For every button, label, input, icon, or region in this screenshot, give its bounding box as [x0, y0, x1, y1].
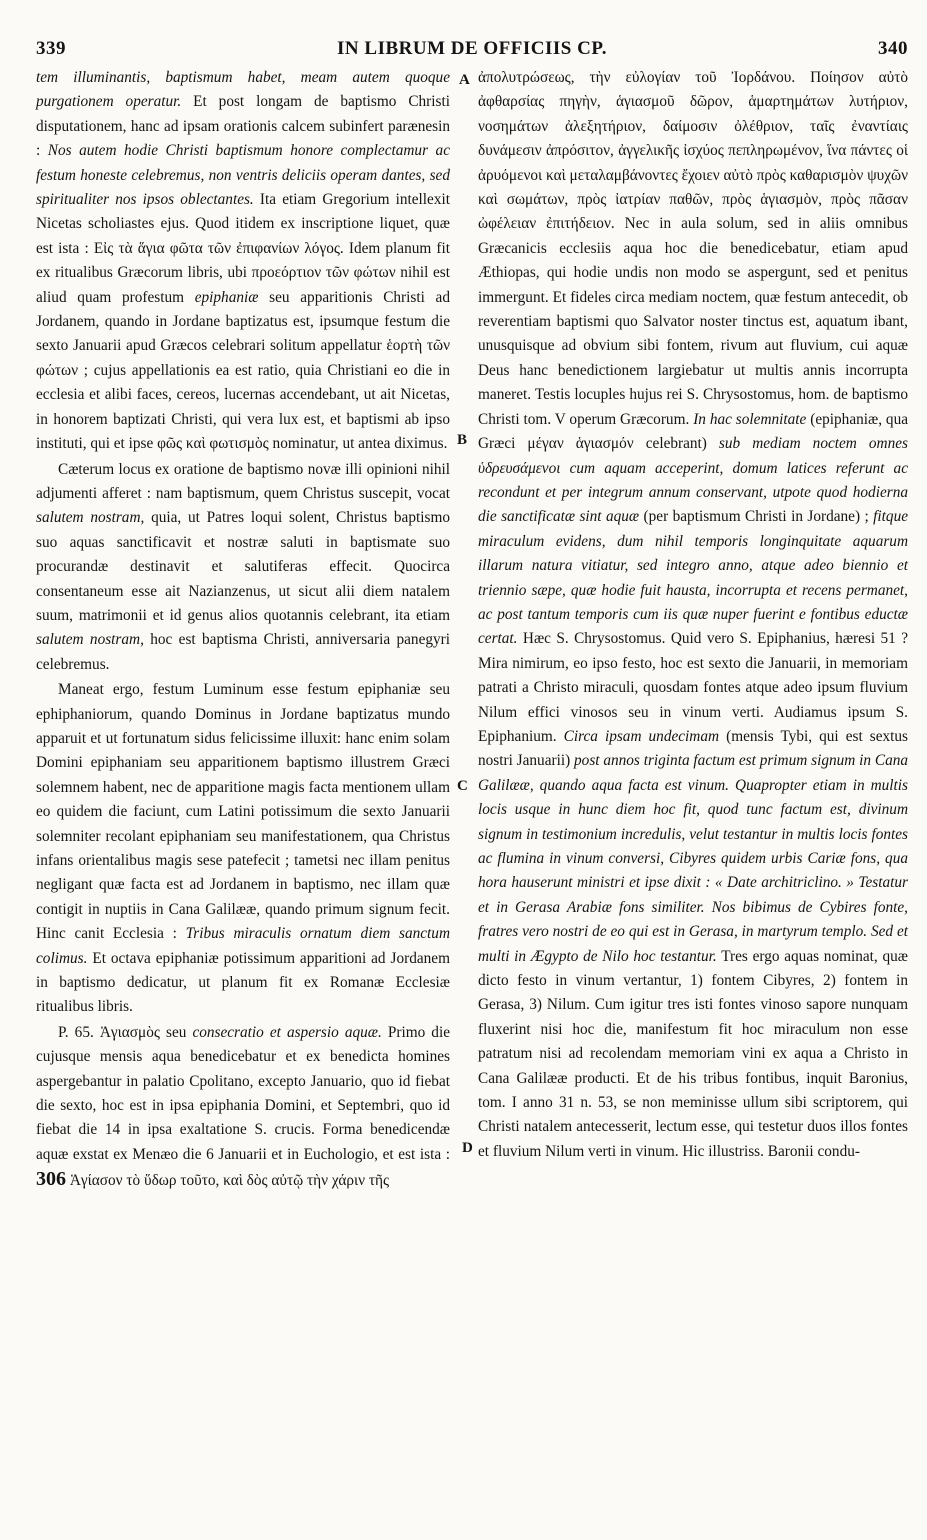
text-run: ἀπολυτρώσεως, τὴν εὐλογίαν τοῦ Ἰορδάνου. Ποίησον αὐτὸ ἀφθαρσίας πηγὴν, ἁγιασμοῦ δῶρον, ἁμαρτημάτων λυτήριον, νοσημάτων ἀλεξητήριον, δαίμοσιν ὀλέθριον, ταῖς ἐναντίαις δυνάμεσιν ἀπρόσιτον, ἀγγελικῆς ἰσχύος πεπληρωμένον, ἵνα πάντες οἱ ἀρυόμενοι καὶ μεταλαμβάνοντες ἔχοιεν αὐτὸ πρὸς καθαρισμὸν ψυχῶν καὶ σωμάτων, πρὸς ἰατρίαν παθῶν, πρὸς ἁγιασμὸν, πρὸς πᾶσαν ὠφέλειαν ἐπιτήδειον. Nec in aula solum, sed in aliis omnibus Græcanicis ecclesiis aqua hoc die benedicebatur, etiam apud Æthiopas, qui hodie undis non modo se aspergunt, sed et penitus immergunt. Et fideles circa mediam noctem, quæ festum antecedit, ob reverentiam baptismi quo Salvator noster tinctus est, aquatum ibant, unusquisque ad obvium sibi fontem, rivum aut fluvium, cui aquæ Deus hanc benedictionem largiebatur ut multis annis incorrupta maneret. Testis locuples hujus rei S. Chrysostomus, hom. de baptismo Christi tom. V operum Græcorum.: [478, 69, 909, 428]
text-run: Maneat ergo, festum Luminum esse festum epiphaniæ seu ephiphaniorum, quando Dominus in Jordane baptizatus mundo apparuit et ut fortunatum sidus felicissime illuxit: hanc enim solam Domini epiphaniam seu apparitionem baptismo illustrem Græci solemnem habent, nec de apparitione magis facta mentionem ullam eo quidem die faciunt, cum Latini potissimum die sexto Januarii solemniter recolant epiphaniam seu manifestationem, qua Christus infans orientalibus magis sese patefecit ; tametsi nec illam penitus negligant quæ facta est ad Jordanem in baptismo, nec illam quæ contigit in nuptiis in Cana Galilææ, quando primum signum fecit. Hinc canit Ecclesia :: [36, 681, 450, 943]
page-number-right: 340: [878, 38, 908, 59]
text-run: seu apparitionis Christi ad Jordanem, quando in Jordane baptizatus est, ipsumque festum die sexto Januarii apud Græcos celebrari solitum appellatur ἑορτὴ τῶν φώτων ; cujus appellationis ea est ratio, quia Christiani eo die in ecclesia et alibi faces, cereos, lucernas accendebant, ut ait Nicetas, in honorem baptizati Christi, qui vera lux est, et baptismi ab ipso instituti, qui et ipse φῶς καὶ φωτισμὸς nominatur, ut antea diximus.: [36, 288, 450, 453]
running-title: IN LIBRUM DE OFFICIIS CP.: [337, 38, 607, 59]
text-run: sub mediam noctem omnes ὑδρευσάμενοι cum aquam acceperint, domum latices referunt ac recondunt et per integrum annum conservant, utpote quod hodierna die sanctificatæ sint aquæ: [478, 435, 908, 526]
text-run: Circa ipsam undecimam: [563, 727, 720, 745]
margin-marker-a: A: [459, 72, 470, 88]
text-run: Nos autem hodie Christi baptismum honore complectamur ac festum honeste celebremus, non ventris deliciis operam dantes, sed spiritualiter nos ipsos oblectantes.: [36, 142, 450, 209]
text-run: Et octava epiphaniæ potissimum apparitioni ad Jordanem in baptismo dedicatur, ut planum fit ex Romanæ Ecclesiæ ritualibus libris.: [36, 949, 450, 1016]
paragraph: [478, 66, 908, 1164]
page-number-left: 339: [36, 38, 66, 59]
text-run: Primo die cujusque mensis aqua benedicebatur et ex benedicta homines aspergebantur in palatio Cpolitano, excepto Januario, quo id fiebat die sexto, hoc est in ipsa epiphania Domini, et Septembri, quo id fiebat die 14 in ipsa exaltatione S. crucis. Forma benedicendæ aquæ exstat ex Menæo die 6 Januarii et in Euchologio, et est ista :: [36, 1023, 450, 1163]
text-run: P. 65. Ἁγιασμὸς seu: [58, 1023, 193, 1041]
text-run: Tribus miraculis ornatum diem sanctum colimus.: [36, 925, 451, 967]
text-run: Hæc S. Chrysostomus. Quid vero S. Epiphanius, hæresi 51 ? Mira nimirum, eo ipso festo, hoc est sexto die Januarii, in memoriam patrati a Christo miraculi, quosdam fontes atque adeo ipsum fluvium Nilum effici vinosos seu in vinum verti. Audiamus ipsum S. Epiphanium.: [478, 630, 908, 745]
text-run: Cæterum locus ex oratione de baptismo novæ illi opinioni nihil adjumenti afferet : nam baptismum, quem Christus suscepit, vocat: [36, 460, 450, 502]
text-run: hoc est baptisma Christi, anniversaria panegyri celebremus.: [36, 631, 450, 673]
text-run: salutem nostram,: [36, 631, 144, 649]
running-head: [36, 38, 908, 62]
text-run: (per baptismum Christi in Jordane) ;: [639, 508, 874, 526]
paragraph: [36, 1021, 450, 1194]
text-run: 306: [36, 1168, 66, 1191]
text-run: Ita etiam Gregorium intellexit Nicetas scholiastes ejus. Quod itidem ex inscriptione liquet, quæ est ista : Εἰς τὰ ἅγια φῶτα τῶν ἐπιφανίων λόγος. Idem planum fit ex ritualibus Græcorum libris, ubi προεόρτιον τῶν φώτων nihil est aliud quam profestum: [36, 191, 450, 306]
paragraph: [36, 678, 450, 1020]
text-run: tem illuminantis, baptismum habet, meam autem quoque purgationem operatur.: [36, 69, 450, 111]
text-run: In hac solemnitate: [693, 410, 807, 428]
margin-marker-c: C: [457, 778, 468, 794]
right-column: [478, 66, 908, 1164]
margin-marker-b: B: [457, 432, 468, 448]
paragraph: [36, 66, 450, 457]
margin-marker-d: D: [462, 1140, 473, 1156]
text-run: fitque miraculum evidens, dum nihil temporis longinquitate aquarum illarum natura vitiatur, sed integro anno, atque adeo biennio et triennio sæpe, quæ hodie fuit hausta, incorrupta et recens permanet, ac post tantum temporis cum iis quæ nuper fuerint e fontibus eductæ certat.: [478, 508, 909, 648]
text-run: salutem nostram,: [36, 509, 145, 527]
text-run: consecratio et aspersio aquæ.: [192, 1023, 382, 1041]
text-run: epiphaniæ: [194, 288, 259, 306]
text-run: Et post longam de baptismo Christi disputationem, hanc ad ipsam orationis calcem subinfert parænesin :: [36, 93, 450, 160]
text-run: Tres ergo aquas nominat, quæ dicto festo in vinum vertantur, 1) fontem Cibyres, 2) fontem in Gerasa, 3) Nilum. Cum igitur tres isti fontes vinoso sapore nunquam fluxerint nisi hoc die, manifestum fit hoc miraculum non esse patratum nisi ad recolendam memoriam vini ex aqua a Christo in Cana Galilææ producti. Et de his tribus fontibus, inquit Baronius, tom. I anno 31 n. 53, se non meminisse ullum sibi scriptorem, qui Christi natalem antecesserit, lectum esse, qui testetur duos illos fontes et fluvium Nilum verti in vinum. Hic illustriss. Baronii condu-: [478, 947, 908, 1160]
paragraph: [36, 458, 450, 678]
text-run: (mensis Tybi, qui est sextus nostri Januarii): [478, 727, 908, 770]
left-column: [36, 66, 450, 1194]
text-run: post annos triginta factum est primum signum in Cana Galilææ, quando aqua facta est vinum. Quapropter etiam in multis locis usque in hunc diem hoc fit, quod tunc factum est, divinum signum in testimonium incredulis, velut testantur in multis locis fontes ac flumina in vinum conversi, Cibyres quidem urbis Cariæ fons, qua hora hauserunt ministri et ipse dixit : « Date architriclino. » Testatur et in Gerasa Arabiæ fons similiter. Nos bibimus de Cybires fonte, fratres vero nostri de eo qui est in Gerasa, in martyrum templo. Sed et multi in Ægypto de Nilo hoc testantur.: [478, 752, 909, 965]
text-run: (epiphaniæ, qua Græci μέγαν ἁγιασμόν celebrant): [478, 410, 909, 453]
text-run: quia, ut Patres loqui solent, Christus baptismo suo aquas sanctificavit et nostræ saluti in baptismate suo procurandæ destinavit et salutiferas effecit. Quocirca consentaneum esse ait Nazianzenus, ut sicut alii diem natalem suum, matrimonii et id genus alios quotannis celebrant, ita etiam: [36, 509, 450, 624]
text-run: Ἁγίασον τὸ ὕδωρ τοῦτο, καὶ δὸς αὐτῷ τὴν χάριν τῆς: [66, 1172, 390, 1190]
